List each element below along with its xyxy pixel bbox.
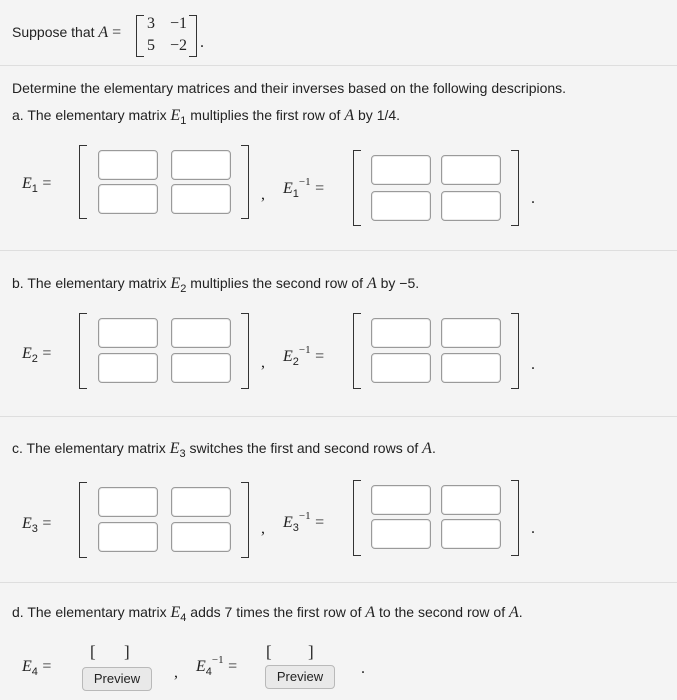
e3-inverse-input-11[interactable]	[371, 485, 431, 515]
matrix-a-period: .	[200, 34, 204, 51]
e4-left-bracket: [	[90, 642, 96, 661]
part-b-description: b. The elementary matrix $E_2$ multiplies the second row of A by −5.	[12, 275, 420, 295]
e3-comma: ,	[261, 520, 265, 537]
e4-preview-button[interactable]: Preview	[82, 667, 152, 691]
e3-input-11[interactable]	[98, 487, 158, 517]
part-a-description: a. The elementary matrix $E_1$ multiplies the first row of A by 1/4.	[12, 107, 401, 127]
instructions: Determine the elementary matrices and their inverses based on the following descripions.	[12, 80, 567, 96]
e1-inverse-input-11[interactable]	[371, 155, 431, 185]
divider	[0, 65, 677, 66]
matrix-a-right-bracket	[189, 15, 197, 57]
divider	[0, 250, 677, 251]
matrix-a-21: 5	[147, 37, 155, 54]
e2-inverse-input-21[interactable]	[371, 353, 431, 383]
part-c-description: c. The elementary matrix $E_3$ switches the first and second rows of A.	[12, 440, 436, 460]
e2-right-bracket	[241, 313, 249, 389]
e3-inverse-label: $E_3^{-1}$ =	[283, 510, 325, 534]
e2-left-bracket	[79, 313, 87, 389]
e1-inverse-input-12[interactable]	[441, 155, 501, 185]
divider	[0, 416, 677, 417]
matrix-a-11: 3	[147, 15, 155, 32]
e3-inverse-input-21[interactable]	[371, 519, 431, 549]
e1-input-21[interactable]	[98, 184, 158, 214]
e4-period: .	[361, 660, 365, 677]
e3-period: .	[531, 520, 535, 537]
e4-label: $E_4$ =	[22, 658, 52, 678]
intro-text: Suppose that A =	[12, 24, 122, 41]
e4-inverse-right-bracket: ]	[308, 642, 314, 661]
e2-comma: ,	[261, 354, 265, 371]
e2-input-21[interactable]	[98, 353, 158, 383]
e2-label: $E_2$ =	[22, 345, 52, 365]
part-d-description: d. The elementary matrix $E_4$ adds 7 times the first row of A to the second row of A.	[12, 604, 523, 624]
e1-input-11[interactable]	[98, 150, 158, 180]
matrix-a-12: −1	[170, 15, 188, 32]
e3-inverse-input-22[interactable]	[441, 519, 501, 549]
matrix-a-left-bracket	[136, 15, 144, 57]
e3-label: $E_3$ =	[22, 515, 52, 535]
e4-inverse-left-bracket: [	[266, 642, 272, 661]
e2-inverse-input-22[interactable]	[441, 353, 501, 383]
e2-inverse-label: $E_2^{-1}$ =	[283, 344, 325, 368]
e2-inverse-input-12[interactable]	[441, 318, 501, 348]
e3-left-bracket	[79, 482, 87, 558]
e3-input-21[interactable]	[98, 522, 158, 552]
e2-period: .	[531, 356, 535, 373]
e1-left-bracket	[79, 145, 87, 219]
e4-right-bracket: ]	[124, 642, 130, 661]
e1-input-22[interactable]	[171, 184, 231, 214]
e2-input-22[interactable]	[171, 353, 231, 383]
e3-right-bracket	[241, 482, 249, 558]
e3-input-22[interactable]	[171, 522, 231, 552]
e1-inverse-input-21[interactable]	[371, 191, 431, 221]
e1-comma: ,	[261, 186, 265, 203]
e2-input-11[interactable]	[98, 318, 158, 348]
e1-inverse-right-bracket	[511, 150, 519, 226]
e4-comma: ,	[174, 664, 178, 681]
e3-inverse-input-12[interactable]	[441, 485, 501, 515]
e1-label: $E_1$ =	[22, 175, 52, 195]
e4-inverse-preview-button[interactable]: Preview	[265, 665, 335, 689]
e3-input-12[interactable]	[171, 487, 231, 517]
e1-input-12[interactable]	[171, 150, 231, 180]
e1-inverse-input-22[interactable]	[441, 191, 501, 221]
e1-right-bracket	[241, 145, 249, 219]
e4-inverse-label: $E_4^{-1}$ =	[196, 654, 238, 678]
e2-inverse-left-bracket	[353, 313, 361, 389]
e1-inverse-label: $E_1^{-1}$ =	[283, 176, 325, 200]
e2-inverse-right-bracket	[511, 313, 519, 389]
e1-inverse-left-bracket	[353, 150, 361, 226]
divider	[0, 582, 677, 583]
e2-inverse-input-11[interactable]	[371, 318, 431, 348]
e2-input-12[interactable]	[171, 318, 231, 348]
e1-period: .	[531, 190, 535, 207]
matrix-a-22: −2	[170, 37, 188, 54]
e3-inverse-right-bracket	[511, 480, 519, 556]
e3-inverse-left-bracket	[353, 480, 361, 556]
